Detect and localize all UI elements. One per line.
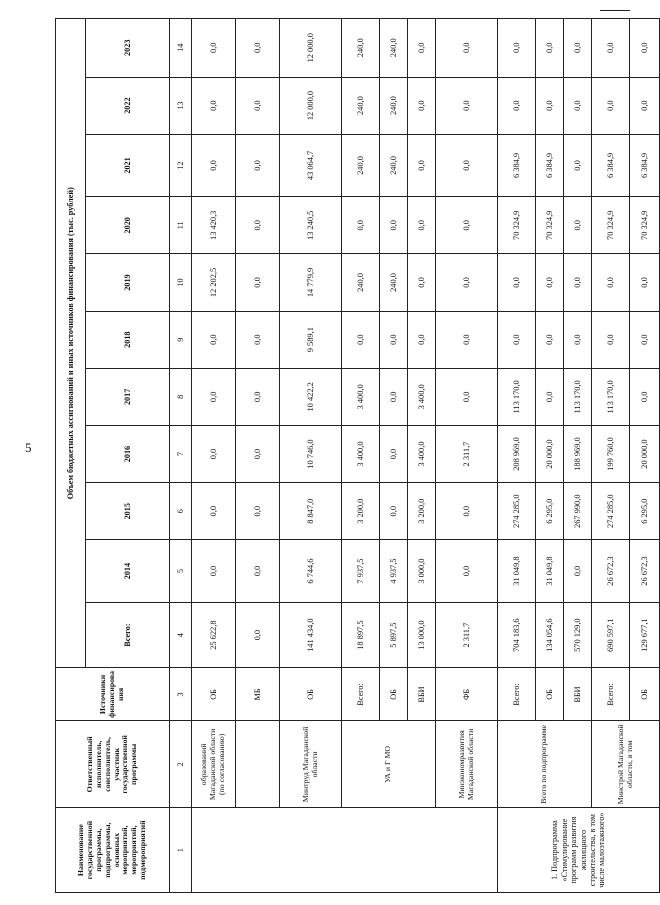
total-value-cell: 13 000,0 xyxy=(408,602,436,668)
year-value-cell: 240,0 xyxy=(380,19,408,78)
year-value-cell: 240,0 xyxy=(342,77,380,134)
year-value-cell: 0,0 xyxy=(192,134,236,196)
total-value-cell: 704 183,6 xyxy=(498,602,536,668)
year-value-cell: 0,0 xyxy=(236,368,280,425)
year-value-cell: 10 422,2 xyxy=(280,368,342,425)
page-number: 5 xyxy=(25,440,32,455)
header-year: 2018 xyxy=(86,311,170,368)
year-value-cell: 208 969,0 xyxy=(498,425,536,482)
year-value-cell: 240,0 xyxy=(380,134,408,196)
year-value-cell: 0,0 xyxy=(564,19,592,78)
year-value-cell: 0,0 xyxy=(408,19,436,78)
year-value-cell: 4 937,5 xyxy=(380,540,408,602)
year-value-cell: 0,0 xyxy=(436,483,498,540)
year-value-cell: 0,0 xyxy=(436,254,498,311)
rotated-table-wrapper xyxy=(55,18,649,893)
year-value-cell: 3 400,0 xyxy=(342,368,380,425)
year-value-cell: 20 000,0 xyxy=(536,425,564,482)
year-value-cell: 43 064,7 xyxy=(280,134,342,196)
year-value-cell: 0,0 xyxy=(408,254,436,311)
year-value-cell: 0,0 xyxy=(192,311,236,368)
year-value-cell: 0,0 xyxy=(630,311,660,368)
year-value-cell: 0,0 xyxy=(498,77,536,134)
year-value-cell: 0,0 xyxy=(536,368,564,425)
year-value-cell: 0,0 xyxy=(630,254,660,311)
year-value-cell: 0,0 xyxy=(236,19,280,78)
year-value-cell: 0,0 xyxy=(536,311,564,368)
year-value-cell: 6 384,9 xyxy=(536,134,564,196)
year-value-cell: 3 400,0 xyxy=(408,368,436,425)
program-name-cell xyxy=(192,808,498,893)
year-value-cell: 12 202,5 xyxy=(192,254,236,311)
responsible-cell xyxy=(236,721,280,808)
year-value-cell: 3 200,0 xyxy=(408,483,436,540)
year-value-cell: 0,0 xyxy=(498,311,536,368)
year-value-cell: 0,0 xyxy=(498,19,536,78)
total-value-cell: 2 311,7 xyxy=(436,602,498,668)
col-number: 8 xyxy=(170,368,192,425)
responsible-cell: Минстрой Магаданской области, в том xyxy=(592,721,660,808)
year-value-cell: 0,0 xyxy=(498,254,536,311)
year-value-cell: 0,0 xyxy=(236,425,280,482)
year-value-cell: 240,0 xyxy=(380,254,408,311)
year-value-cell: 188 969,0 xyxy=(564,425,592,482)
year-value-cell: 0,0 xyxy=(380,368,408,425)
source-cell: Всего: xyxy=(498,668,536,721)
year-value-cell: 240,0 xyxy=(342,254,380,311)
year-value-cell: 26 672,3 xyxy=(592,540,630,602)
year-value-cell: 70 324,9 xyxy=(498,197,536,254)
col-number: 12 xyxy=(170,134,192,196)
header-year: 2015 xyxy=(86,483,170,540)
year-value-cell: 240,0 xyxy=(342,19,380,78)
year-value-cell: 0,0 xyxy=(536,77,564,134)
header-year: 2014 xyxy=(86,540,170,602)
year-value-cell: 0,0 xyxy=(436,540,498,602)
year-value-cell: 7 937,5 xyxy=(342,540,380,602)
year-value-cell: 0,0 xyxy=(380,197,408,254)
total-value-cell: 0,0 xyxy=(236,602,280,668)
year-value-cell: 6 384,9 xyxy=(630,134,660,196)
year-value-cell: 113 170,0 xyxy=(592,368,630,425)
year-value-cell: 0,0 xyxy=(236,483,280,540)
year-value-cell: 31 049,8 xyxy=(498,540,536,602)
year-value-cell: 8 847,0 xyxy=(280,483,342,540)
header-responsible: Ответственный исполнитель, соисполнитель, участник государственной программы xyxy=(56,721,170,808)
header-name: Наименование государственной программы, подпрограммы, основных мероприятий, мероприятий, подмероприятий xyxy=(56,808,170,893)
table-row xyxy=(192,19,236,893)
col-number: 1 xyxy=(170,808,192,893)
year-value-cell: 0,0 xyxy=(436,134,498,196)
responsible-cell: Минтруд Магаданской области xyxy=(280,721,342,808)
table-row xyxy=(280,19,342,893)
col-number: 6 xyxy=(170,483,192,540)
year-value-cell: 0,0 xyxy=(236,134,280,196)
total-value-cell: 5 897,5 xyxy=(380,602,408,668)
year-value-cell: 31 049,8 xyxy=(536,540,564,602)
year-value-cell: 20 000,0 xyxy=(630,425,660,482)
total-value-cell: 134 054,6 xyxy=(536,602,564,668)
header-sources: Источники финансирова ния xyxy=(56,668,170,721)
year-value-cell: 0,0 xyxy=(380,425,408,482)
year-value-cell: 6 384,9 xyxy=(498,134,536,196)
source-cell: Всего: xyxy=(342,668,380,721)
col-number: 5 xyxy=(170,540,192,602)
source-cell: ФБ xyxy=(436,668,498,721)
financing-table xyxy=(55,18,660,893)
year-value-cell: 0,0 xyxy=(592,19,630,78)
year-value-cell: 0,0 xyxy=(592,311,630,368)
col-number: 9 xyxy=(170,311,192,368)
year-value-cell: 0,0 xyxy=(380,311,408,368)
year-value-cell: 3 000,0 xyxy=(408,540,436,602)
top-rule xyxy=(600,10,630,11)
year-value-cell: 0,0 xyxy=(592,77,630,134)
col-number: 2 xyxy=(170,721,192,808)
table-row xyxy=(236,19,280,893)
year-value-cell: 0,0 xyxy=(192,425,236,482)
responsible-cell: образований Магаданской области (по согласованию) xyxy=(192,721,236,808)
year-value-cell: 0,0 xyxy=(564,197,592,254)
source-cell: ОБ xyxy=(380,668,408,721)
total-value-cell: 25 622,8 xyxy=(192,602,236,668)
col-number: 11 xyxy=(170,197,192,254)
header-funding-title: Объем бюджетных ассигнований и иных источников финансирования (тыс. рублей) xyxy=(56,19,86,668)
table-row xyxy=(436,19,498,893)
header-year: 2016 xyxy=(86,425,170,482)
total-value-cell: 570 129,0 xyxy=(564,602,592,668)
year-value-cell: 13 240,5 xyxy=(280,197,342,254)
col-number: 7 xyxy=(170,425,192,482)
year-value-cell: 0,0 xyxy=(192,77,236,134)
table-row xyxy=(592,19,630,893)
responsible-cell: Всего по подпрограмме xyxy=(498,721,592,808)
source-cell: МБ xyxy=(236,668,280,721)
responsible-cell: Минэкономразвития Магаданской области xyxy=(436,721,498,808)
year-value-cell: 3 400,0 xyxy=(408,425,436,482)
program-name-cell: 1. Подпрограмма «Стимулирование программ развития жилищного строительства, в том числе малоэтажного» xyxy=(498,808,660,893)
year-value-cell: 6 295,0 xyxy=(630,483,660,540)
year-value-cell: 0,0 xyxy=(192,19,236,78)
year-value-cell: 0,0 xyxy=(536,19,564,78)
year-value-cell: 12 000,0 xyxy=(280,19,342,78)
header-total: Всего: xyxy=(86,602,170,668)
header-year: 2020 xyxy=(86,197,170,254)
year-value-cell: 0,0 xyxy=(236,77,280,134)
year-value-cell: 70 324,9 xyxy=(592,197,630,254)
table-row xyxy=(342,19,380,893)
year-value-cell: 0,0 xyxy=(536,254,564,311)
year-value-cell: 240,0 xyxy=(380,77,408,134)
source-cell: ОБ xyxy=(280,668,342,721)
total-value-cell: 129 677,1 xyxy=(630,602,660,668)
year-value-cell: 0,0 xyxy=(630,77,660,134)
table-body xyxy=(192,19,660,893)
year-value-cell: 0,0 xyxy=(408,77,436,134)
year-value-cell: 70 324,9 xyxy=(536,197,564,254)
year-value-cell: 2 311,7 xyxy=(436,425,498,482)
year-value-cell: 0,0 xyxy=(342,197,380,254)
year-value-cell: 240,0 xyxy=(342,134,380,196)
column-number-row xyxy=(170,19,192,893)
year-value-cell: 70 324,9 xyxy=(630,197,660,254)
year-value-cell: 0,0 xyxy=(564,134,592,196)
year-value-cell: 0,0 xyxy=(408,134,436,196)
year-value-cell: 6 744,6 xyxy=(280,540,342,602)
year-value-cell: 6 295,0 xyxy=(536,483,564,540)
year-value-cell: 0,0 xyxy=(592,254,630,311)
year-value-cell: 13 420,3 xyxy=(192,197,236,254)
col-number: 13 xyxy=(170,77,192,134)
header-year: 2019 xyxy=(86,254,170,311)
header-year: 2022 xyxy=(86,77,170,134)
source-cell: ВБИ xyxy=(408,668,436,721)
source-cell: Всего: xyxy=(592,668,630,721)
year-value-cell: 0,0 xyxy=(236,197,280,254)
source-cell: ОБ xyxy=(536,668,564,721)
year-value-cell: 0,0 xyxy=(342,311,380,368)
year-value-cell: 0,0 xyxy=(630,19,660,78)
year-value-cell: 199 760,0 xyxy=(592,425,630,482)
year-value-cell: 113 170,0 xyxy=(498,368,536,425)
year-value-cell: 0,0 xyxy=(408,197,436,254)
total-value-cell: 141 434,0 xyxy=(280,602,342,668)
source-cell: ВБИ xyxy=(564,668,592,721)
year-value-cell: 3 200,0 xyxy=(342,483,380,540)
year-value-cell: 0,0 xyxy=(564,540,592,602)
year-value-cell: 274 285,0 xyxy=(498,483,536,540)
year-value-cell: 0,0 xyxy=(436,368,498,425)
total-value-cell: 690 597,1 xyxy=(592,602,630,668)
col-number: 3 xyxy=(170,668,192,721)
year-value-cell: 274 285,0 xyxy=(592,483,630,540)
year-value-cell: 0,0 xyxy=(380,483,408,540)
year-value-cell: 6 384,9 xyxy=(592,134,630,196)
year-value-cell: 0,0 xyxy=(436,77,498,134)
year-value-cell: 3 400,0 xyxy=(342,425,380,482)
year-value-cell: 12 000,0 xyxy=(280,77,342,134)
year-value-cell: 0,0 xyxy=(236,540,280,602)
year-value-cell: 0,0 xyxy=(436,311,498,368)
year-value-cell: 9 589,1 xyxy=(280,311,342,368)
col-number: 10 xyxy=(170,254,192,311)
year-value-cell: 0,0 xyxy=(436,19,498,78)
year-value-cell: 26 672,3 xyxy=(630,540,660,602)
col-number: 4 xyxy=(170,602,192,668)
year-value-cell: 0,0 xyxy=(236,311,280,368)
year-value-cell: 267 990,0 xyxy=(564,483,592,540)
source-cell: ОБ xyxy=(630,668,660,721)
col-number: 14 xyxy=(170,19,192,78)
year-value-cell: 0,0 xyxy=(192,540,236,602)
year-value-cell: 0,0 xyxy=(564,77,592,134)
year-value-cell: 0,0 xyxy=(630,368,660,425)
year-value-cell: 113 170,0 xyxy=(564,368,592,425)
year-value-cell: 0,0 xyxy=(564,254,592,311)
source-cell: ОБ xyxy=(192,668,236,721)
header-year: 2021 xyxy=(86,134,170,196)
year-value-cell: 0,0 xyxy=(408,311,436,368)
total-value-cell: 18 897,5 xyxy=(342,602,380,668)
header-year: 2023 xyxy=(86,19,170,78)
table-row xyxy=(498,19,536,893)
header-year: 2017 xyxy=(86,368,170,425)
year-value-cell: 0,0 xyxy=(236,254,280,311)
year-value-cell: 10 746,0 xyxy=(280,425,342,482)
year-value-cell: 0,0 xyxy=(436,197,498,254)
year-value-cell: 0,0 xyxy=(564,311,592,368)
year-value-cell: 14 779,9 xyxy=(280,254,342,311)
responsible-cell: УА и Г МО xyxy=(342,721,436,808)
year-value-cell: 0,0 xyxy=(192,483,236,540)
year-value-cell: 0,0 xyxy=(192,368,236,425)
